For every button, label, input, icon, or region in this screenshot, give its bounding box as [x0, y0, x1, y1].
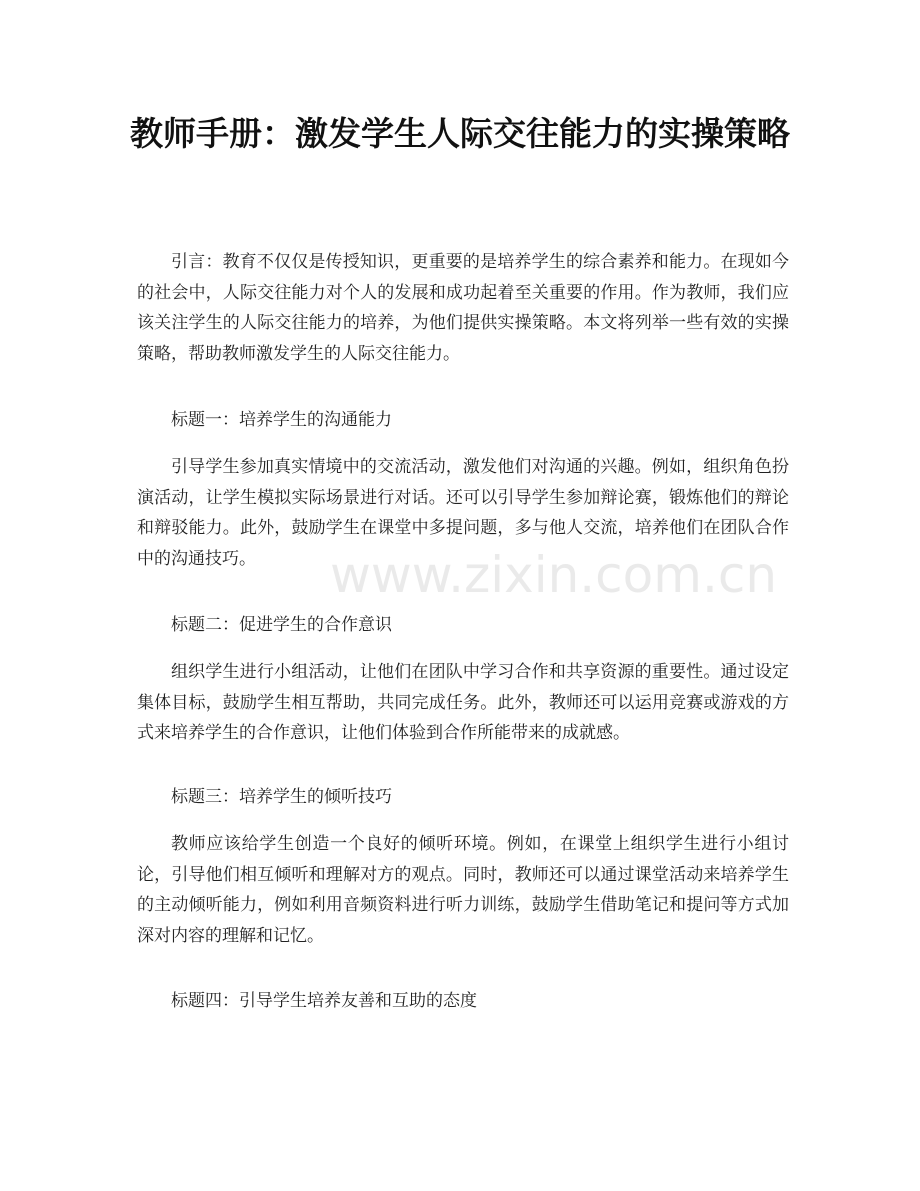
section-heading-4: 标题四：引导学生培养友善和互助的态度: [171, 991, 477, 1011]
section-heading-3: 标题三：培养学生的倾听技巧: [171, 787, 392, 807]
section-heading-1: 标题一：培养学生的沟通能力: [171, 410, 392, 430]
watermark: www.zixin.com.cn: [330, 546, 778, 604]
section-body-3: 教师应该给学生创造一个良好的倾听环境。例如，在课堂上组织学生进行小组讨论，引导他们相互倾听和理解对方的观点。同时，教师还可以通过课堂活动来培养学生的主动倾听能力，例如利用音频资料进行听力训练，鼓励学生借助笔记和提问等方式加深对内容的理解和记忆。: [137, 834, 789, 946]
intro-paragraph: 引言：教育不仅仅是传授知识，更重要的是培养学生的综合素养和能力。在现如今的社会中，人际交往能力对个人的发展和成功起着至关重要的作用。作为教师，我们应该关注学生的人际交往能力的培养，为他们提供实操策略。本文将列举一些有效的实操策略，帮助教师激发学生的人际交往能力。: [137, 252, 789, 364]
document-title: 教师手册：激发学生人际交往能力的实操策略: [130, 114, 790, 153]
section-body-2: 组织学生进行小组活动，让他们在团队中学习合作和共享资源的重要性。通过设定集体目标，鼓励学生相互帮助，共同完成任务。此外，教师还可以运用竞赛或游戏的方式来培养学生的合作意识，让他们体验到合作所能带来的成就感。: [137, 662, 789, 743]
section-heading-2: 标题二：促进学生的合作意识: [171, 615, 392, 635]
section-body-1: 引导学生参加真实情境中的交流活动，激发他们对沟通的兴趣。例如，组织角色扮演活动，让学生模拟实际场景进行对话。还可以引导学生参加辩论赛，锻炼他们的辩论和辩驳能力。此外，鼓励学生在课堂中多提问题，多与他人交流，培养他们在团队合作中的沟通技巧。: [137, 457, 789, 569]
